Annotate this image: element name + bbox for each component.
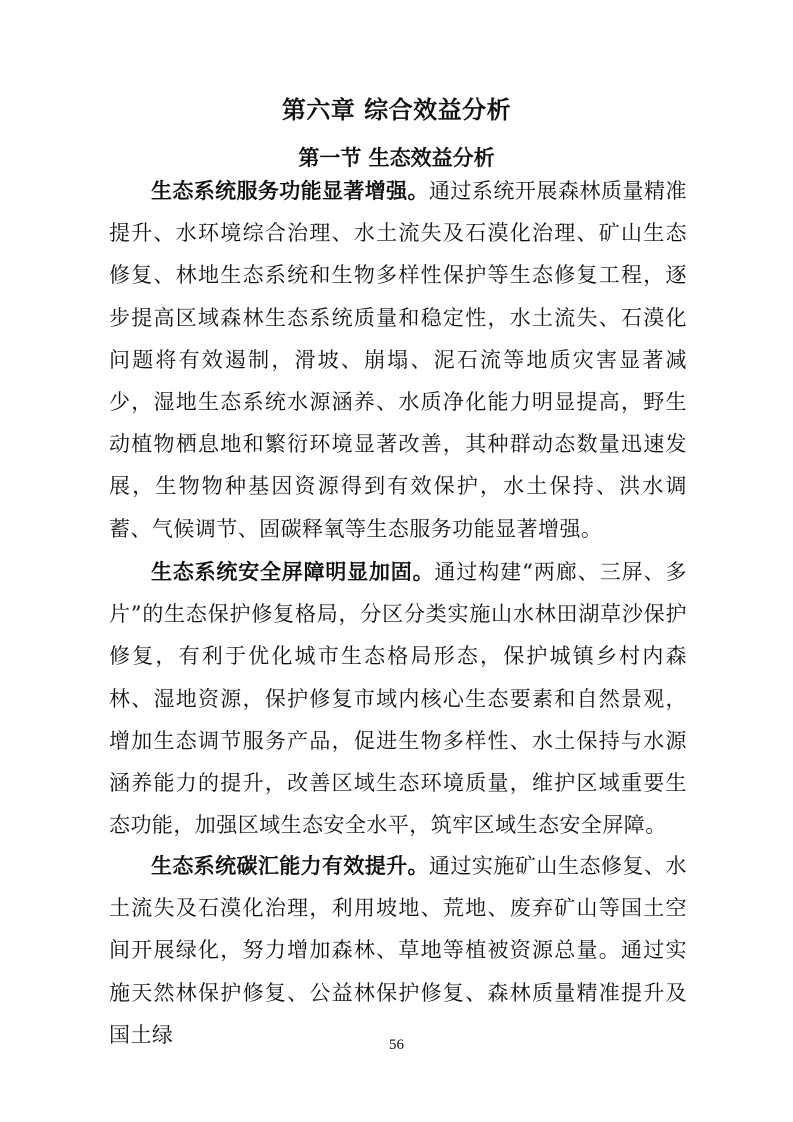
section-title: 第一节 生态效益分析 — [298, 146, 495, 170]
page-number: 56 — [389, 1037, 404, 1053]
paragraph-body: 通过实施矿山生态修复、水土流失及石漠化治理，利用坡地、荒地、废弃矿山等国土空间开展绿化，努力增加森林、草地等植被资源总量。通过实施天然林保护修复、公益林保护修复、森林质量精准提升及国土绿 — [109, 854, 688, 1047]
paragraph-lead: 生态系统服务功能显著增强。 — [151, 179, 429, 203]
chapter-title: 第六章 综合效益分析 — [281, 96, 512, 124]
paragraph-lead: 生态系统安全屏障明显加固。 — [151, 560, 435, 584]
paragraph-carbon-sink — [109, 845, 687, 1056]
paragraph-body: 通过系统开展森林质量精准提升、水环境综合治理、水土流失及石漠化治理、矿山生态修复、林地生态系统和生物多样性保护等生态修复工程，逐步提高区域森林生态系统质量和稳定性，水土流失、石漠化问题将有效遏制，滑坡、崩塌、泥石流等地质灾害显著减少，湿地生态系统水源涵养、水质净化能力明显提高，野生动植物栖息地和繁衍环境显著改善，其种群动态数量迅速发展，生物物种基因资源得到有效保护，水土保持、洪水调蓄、气候调节、固碳释氧等生态服务功能显著增强。 — [109, 179, 688, 541]
paragraph-lead: 生态系统碳汇能力有效提升。 — [151, 854, 429, 878]
paragraph-body: 通过构建“两廊、三屏、多片”的生态保护修复格局，分区分类实施山水林田湖草沙保护修复，有利于优化城市生态格局形态，保护城镇乡村内森林、湿地资源，保护修复市域内核心生态要素和自然景观，增加生态调节服务产品，促进生物多样性、水土保持与水源涵养能力的提升，改善区域生态环境质量，维护区域重要生态功能，加强区域生态安全水平，筑牢区域生态安全屏障。 — [109, 560, 687, 838]
paragraph-ecosystem-services — [109, 170, 687, 550]
paragraph-security-barrier — [109, 551, 687, 846]
